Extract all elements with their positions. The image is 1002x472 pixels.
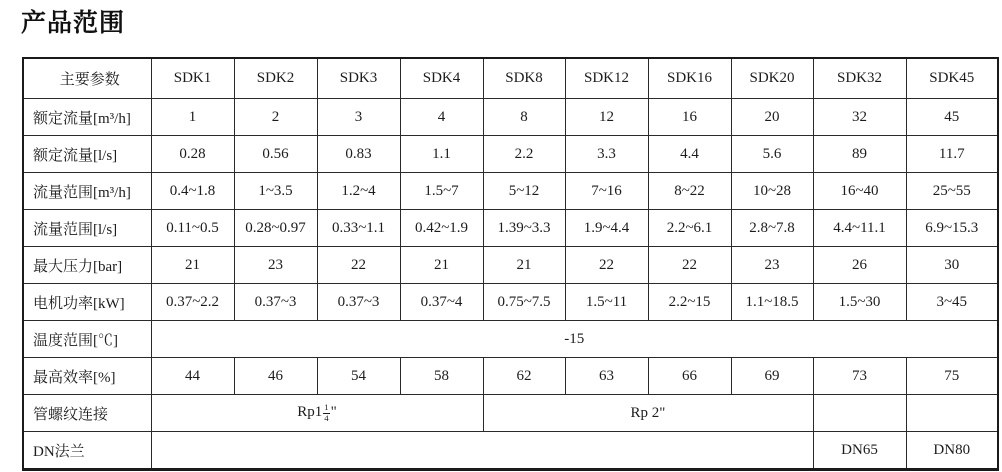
header-model-sdk2: SDK2 [234, 58, 317, 99]
rp1-prefix: Rp1 [297, 404, 323, 421]
cell: 21 [151, 247, 234, 284]
row-label: 温度范围[℃] [23, 321, 151, 358]
cell: 22 [565, 247, 648, 284]
row-label: 额定流量[m³/h] [23, 99, 151, 136]
cell: 16~40 [813, 173, 906, 210]
cell: 0.37~3 [234, 284, 317, 321]
cell: 10~28 [731, 173, 813, 210]
cell: 1.5~30 [813, 284, 906, 321]
cell: 2 [234, 99, 317, 136]
cell: 11.7 [906, 136, 998, 173]
cell: 4.4 [648, 136, 731, 173]
cell: 26 [813, 247, 906, 284]
cell: 2.8~7.8 [731, 210, 813, 247]
cell: 2.2~15 [648, 284, 731, 321]
cell: 1.9~4.4 [565, 210, 648, 247]
cell: 23 [731, 247, 813, 284]
cell: 3.3 [565, 136, 648, 173]
header-model-sdk4: SDK4 [400, 58, 483, 99]
row-label: 管螺纹连接 [23, 395, 151, 432]
cell: 6.9~15.3 [906, 210, 998, 247]
cell: 45 [906, 99, 998, 136]
cell: 2.2 [483, 136, 565, 173]
rp1-numerator: 1 [324, 402, 329, 413]
cell: 73 [813, 358, 906, 395]
cell: 5~12 [483, 173, 565, 210]
row-label: 电机功率[kW] [23, 284, 151, 321]
cell: 5.6 [731, 136, 813, 173]
cell: 62 [483, 358, 565, 395]
cell: 21 [400, 247, 483, 284]
cell: 0.83 [317, 136, 400, 173]
cell: 1.2~4 [317, 173, 400, 210]
header-model-sdk20: SDK20 [731, 58, 813, 99]
header-param-label: 主要参数 [23, 58, 151, 99]
cell: 22 [317, 247, 400, 284]
header-model-sdk12: SDK12 [565, 58, 648, 99]
page-title: 产品范围 [21, 9, 126, 37]
cell: 1 [151, 99, 234, 136]
header-model-sdk16: SDK16 [648, 58, 731, 99]
cell: 32 [813, 99, 906, 136]
header-model-sdk1: SDK1 [151, 58, 234, 99]
thread-empty-cell-sdk45 [906, 395, 998, 432]
thread-rp1-cell [151, 395, 483, 432]
table-row-pipe-thread [23, 395, 998, 432]
cell: 0.33~1.1 [317, 210, 400, 247]
rp1-fraction [323, 403, 329, 422]
flange-empty-merged-cell [151, 432, 813, 470]
cell: 16 [648, 99, 731, 136]
cell: 58 [400, 358, 483, 395]
cell: 20 [731, 99, 813, 136]
table-row-max-efficiency [23, 358, 998, 395]
table-header-row [23, 58, 998, 99]
product-range-table [22, 57, 999, 471]
temperature-merged-cell: -15 [151, 321, 998, 358]
cell: 12 [565, 99, 648, 136]
cell: 54 [317, 358, 400, 395]
rp1-denominator: 4 [324, 412, 329, 423]
row-label: 额定流量[l/s] [23, 136, 151, 173]
row-label: 流量范围[l/s] [23, 210, 151, 247]
header-model-sdk8: SDK8 [483, 58, 565, 99]
cell: 46 [234, 358, 317, 395]
cell: 66 [648, 358, 731, 395]
cell: 63 [565, 358, 648, 395]
cell: 1.39~3.3 [483, 210, 565, 247]
row-label: 最高效率[%] [23, 358, 151, 395]
thread-empty-cell-sdk32 [813, 395, 906, 432]
cell: 8~22 [648, 173, 731, 210]
cell: 4 [400, 99, 483, 136]
cell: 0.11~0.5 [151, 210, 234, 247]
cell: 7~16 [565, 173, 648, 210]
cell: 0.28~0.97 [234, 210, 317, 247]
cell: 0.37~3 [317, 284, 400, 321]
table-row-flow-range-ls [23, 210, 998, 247]
cell: 25~55 [906, 173, 998, 210]
cell: 69 [731, 358, 813, 395]
cell: 89 [813, 136, 906, 173]
cell: 3 [317, 99, 400, 136]
flange-dn80-cell: DN80 [906, 432, 998, 470]
header-model-sdk45: SDK45 [906, 58, 998, 99]
cell: 1~3.5 [234, 173, 317, 210]
table-row-temperature-range [23, 321, 998, 358]
table-row-dn-flange [23, 432, 998, 470]
cell: 21 [483, 247, 565, 284]
cell: 0.28 [151, 136, 234, 173]
cell: 75 [906, 358, 998, 395]
cell: 44 [151, 358, 234, 395]
cell: 3~45 [906, 284, 998, 321]
rp1-suffix: " [330, 404, 337, 421]
header-model-sdk32: SDK32 [813, 58, 906, 99]
cell: 1.1 [400, 136, 483, 173]
table-row-rated-flow-ls [23, 136, 998, 173]
thread-rp2-cell: Rp 2" [483, 395, 813, 432]
header-model-sdk3: SDK3 [317, 58, 400, 99]
cell: 0.4~1.8 [151, 173, 234, 210]
cell: 0.37~2.2 [151, 284, 234, 321]
cell: 0.42~1.9 [400, 210, 483, 247]
cell: 22 [648, 247, 731, 284]
row-label: 流量范围[m³/h] [23, 173, 151, 210]
cell: 0.75~7.5 [483, 284, 565, 321]
row-label: DN法兰 [23, 432, 151, 470]
table-row-rated-flow-m3h [23, 99, 998, 136]
cell: 30 [906, 247, 998, 284]
cell: 8 [483, 99, 565, 136]
flange-dn65-cell: DN65 [813, 432, 906, 470]
table-row-flow-range-m3h [23, 173, 998, 210]
cell: 23 [234, 247, 317, 284]
cell: 4.4~11.1 [813, 210, 906, 247]
cell: 1.5~11 [565, 284, 648, 321]
table-row-max-pressure [23, 247, 998, 284]
row-label: 最大压力[bar] [23, 247, 151, 284]
cell: 2.2~6.1 [648, 210, 731, 247]
cell: 1.5~7 [400, 173, 483, 210]
cell: 0.37~4 [400, 284, 483, 321]
cell: 1.1~18.5 [731, 284, 813, 321]
cell: 0.56 [234, 136, 317, 173]
table-row-motor-power [23, 284, 998, 321]
